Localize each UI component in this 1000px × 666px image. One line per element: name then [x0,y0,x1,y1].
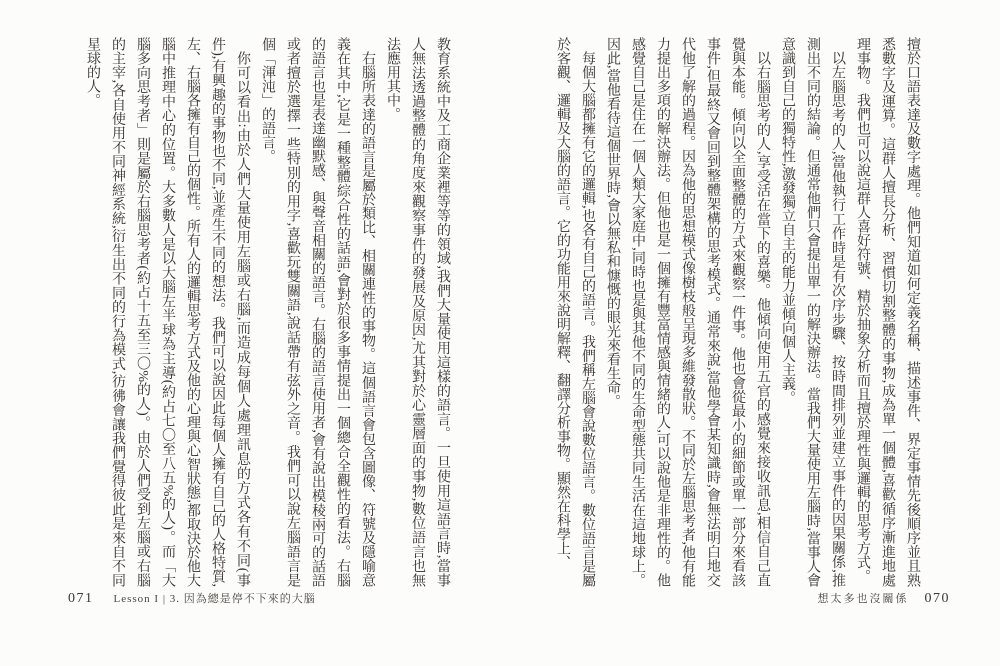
page-070-body-text [550,37,925,587]
page-071-body-text [80,37,455,587]
chapter-running-footer: Lesson I | 3. 因為總是停不下來的大腦 [113,593,316,605]
paragraph-continuation: 擅於口語表達及數字處理。他們知道如何定義名稱、描述事件、界定事情先後順序並且熟悉數字及運算。這群人擅長分析、習慣切割整體的事物,成為單一個體,喜歡循序漸進地處理事物。我們也可以說這群人喜好符號、精於抽象分析而且擅於理性與邏輯的思考方式。 [855,37,920,587]
paragraph: 以右腦思考的人,享受活在當下的喜樂。他傾向使用五官的感覺來接收訊息,相信自己直覺與本能。傾向以全面整體的方式來觀察一件事。他也會從最小的細節或單一部分來看該事件,但最終又會回到整體架構的思考模式。通常來說,當他學會某知識時,會無法明白地交代他了解的過程。因為他的思想模式像樹枝般呈現多維發散狀。不同於左腦思考者,他有能力提出多項的解決辦法。但他也是一個擁有豐富情感與情緒的人,可以說他是非理性的。他感覺自己是住在一個人類大家庭中,同時也是與其他不同的生命型態共同生活在這地球上。因此,當他看待這個世界時,會以無私和慷慨的眼光來看生命。 [605,37,770,587]
paragraph: 每個大腦都擁有它的邏輯,也各有自己的語言。我們稱左腦會說數位語言。數位語言是屬於客觀、邏輯及大腦的語言。它的功能用來說明解釋、翻譯分析事物。顯然在科學上、 [555,37,595,587]
page-070-footer [818,589,951,607]
paragraph: 以左腦思考的人,當他執行工作時是有次序步驟、按時間排列並建立事件的因果關係,推測出不同的結論。但通常他們只會提出單一的解決辦法。當我們大量使用左腦時,當事人會意識到自己的獨特性,激發獨立自主的能力並傾向個人主義。 [780,37,845,587]
paragraph-continuation: 教育系統中及工商企業裡等等的領域,我們大量使用這樣的語言。一旦使用這語言時,當事人無法透過整體的角度來觀察事件的發展及原因,尤其對於心靈層面的事物,數位語言也無法應用其中。 [385,37,450,587]
page-number: 070 [924,591,950,606]
book-title-running-footer: 想太多也沒關係 [817,593,909,605]
page-071-footer [68,589,316,607]
page-number: 071 [68,591,94,606]
page-070 [500,0,1000,666]
paragraph: 你可以看出:由於人們大量使用左腦或右腦,而造成每個人處理訊息的方式各有不同(事件),有興趣的事物也不同,並產生不同的想法。我們可以說因此每個人擁有自己的人格特質,左、右腦各擁有自己的個性。所有人的邏輯思考方式及他的心理與心智狀態,都取決於他大腦中推理中心的位置。大多數人是以大腦左半球為主導(約占七〇至八五%的人)。而「大腦多向思考者」則是屬於右腦思考者(約占十五至三〇%的人)。由於人們受到左腦或右腦的主宰,各自使用不同神經系統,衍生出不同的行為模式,彷彿會讓我們覺得彼此是來自不同星球的人。 [85,37,250,587]
paragraph: 右腦所表達的語言是屬於類比、相關連性的事物。這個語言會包含圖像、符號及隱喻意義在其中,它是一種整體綜合性的話語,會對於很多事情提出一個總合全觀性的看法。右腦的語言也是表達幽默感、與聲音相關的語言。右腦的語言使用者,會有說出模稜兩可的話語或者擅於選擇一些特別的用字,喜歡玩雙關語,說話帶有弦外之音。我們可以說左腦語言是個「渾沌」的語言。 [260,37,375,587]
